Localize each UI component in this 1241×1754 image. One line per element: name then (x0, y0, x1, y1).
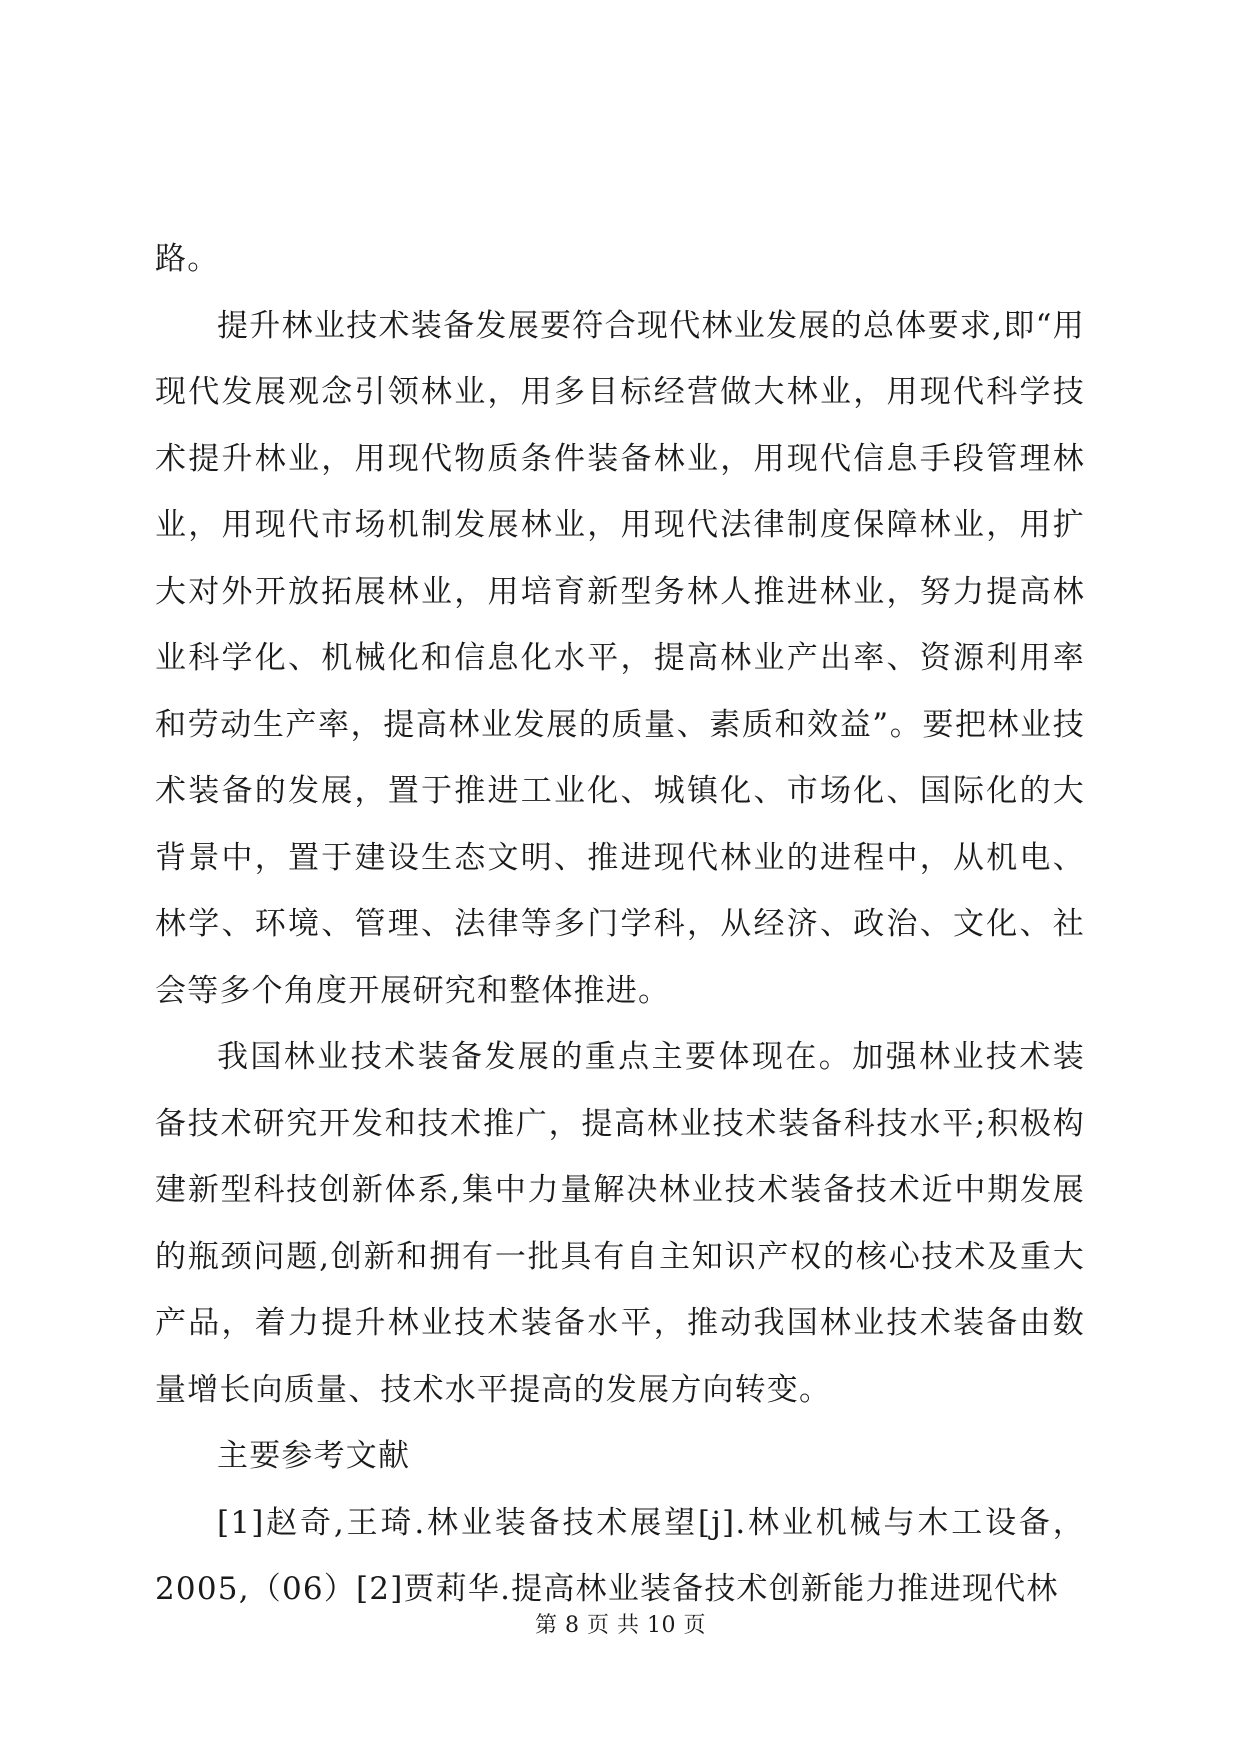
paragraph-requirements: 提升林业技术装备发展要符合现代林业发展的总体要求,即“用现代发展观念引领林业，用多目标经营做大林业，用现代科学技术提升林业，用现代物质条件装备林业，用现代信息手段管理林业，用现代市场机制发展林业，用现代法律制度保障林业，用扩大对外开放拓展林业，用培育新型务林人推进林业，努力提高林业科学化、机械化和信息化水平，提高林业产出率、资源利用率和劳动生产率，提高林业发展的质量、素质和效益”。要把林业技术装备的发展，置于推进工业化、城镇化、市场化、国际化的大背景中，置于建设生态文明、推进现代林业的进程中，从机电、林学、环境、管理、法律等多门学科，从经济、政治、文化、社会等多个角度开展研究和整体推进。 (155, 307, 1085, 1009)
paragraph-key-points: 我国林业技术装备发展的重点主要体现在。加强林业技术装备技术研究开发和技术推广，提高林业技术装备科技水平;积极构建新型科技创新体系,集中力量解决林业技术装备技术近中期发展的瓶颈问题,创新和拥有一批具有自主知识产权的核心技术及重大产品，着力提升林业技术装备水平，推动我国林业技术装备由数量增长向质量、技术水平提高的发展方向转变。 (155, 1039, 1085, 1408)
document-body (155, 226, 1085, 1623)
reference-entry: [1]赵奇,王琦.林业装备技术展望[j].林业机械与木工设备，2005,（06）[2]贾莉华.提高林业装备技术创新能力推进现代林 (155, 1504, 1085, 1607)
paragraph-continuation: 路。 (155, 241, 220, 277)
references-heading: 主要参考文献 (217, 1438, 411, 1474)
page-number-footer: 第 8 页 共 10 页 (535, 1613, 706, 1638)
